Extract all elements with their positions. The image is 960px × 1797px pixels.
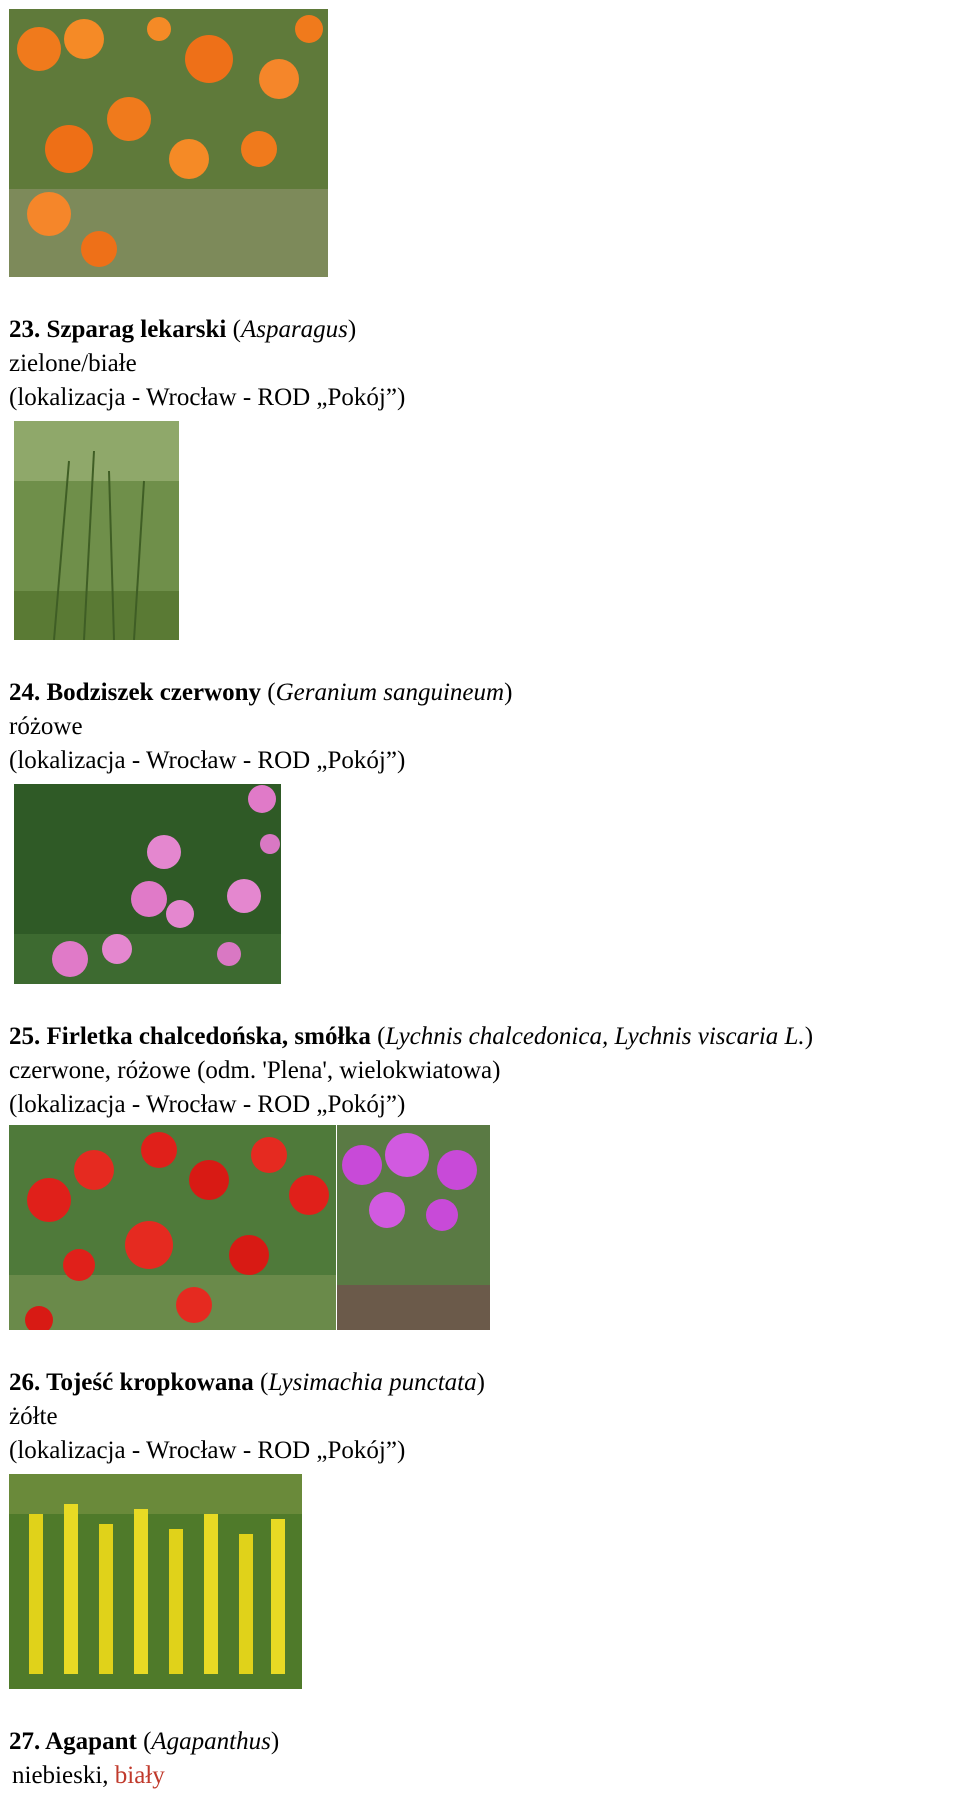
entry-23-location: (lokalizacja - Wrocław - ROD „Pokój”) [9, 384, 406, 411]
entry-26-colors: żółte [9, 1403, 58, 1430]
entry-number: 25. [9, 1023, 41, 1050]
entry-24-colors: różowe [9, 713, 83, 740]
entry-27-colors-highlight: biały [114, 1762, 165, 1789]
entry-24-title-bold [9, 679, 261, 706]
entry-latin-name: Lychnis chalcedonica, Lychnis viscaria L. [385, 1023, 805, 1050]
entry-25-title: 25. Firletka chalcedońska, smółka (Lychnis chalcedonica, Lychnis viscaria L.) [9, 1023, 814, 1050]
entry-number: 26. [9, 1369, 41, 1396]
photo-asparagus [14, 421, 179, 640]
photo-geranium [14, 784, 281, 984]
entry-name: Tojeść kropkowana [46, 1369, 254, 1396]
photo-lysimachia [9, 1474, 302, 1689]
entry-25-colors: czerwone, różowe (odm. 'Plena', wielokwiatowa) [9, 1057, 501, 1084]
entry-24-location: (lokalizacja - Wrocław - ROD „Pokój”) [9, 747, 406, 774]
entry-25-location: (lokalizacja - Wrocław - ROD „Pokój”) [9, 1091, 406, 1118]
photo-lychnis-pink [337, 1125, 490, 1330]
entry-27-title-bold [9, 1728, 137, 1755]
photo-lychnis-red [9, 1125, 336, 1330]
entry-23-colors: zielone/białe [9, 350, 137, 377]
entry-latin-name: Agapanthus [151, 1728, 271, 1755]
photo-orange-flowers [9, 9, 328, 277]
entry-number: 24. [9, 679, 41, 706]
entry-latin-name: Geranium sanguineum [275, 679, 505, 706]
entry-27-colors [12, 1759, 165, 1793]
entry-27-title: 27. Agapant (Agapanthus) [9, 1728, 280, 1755]
asparagus-image [14, 421, 179, 640]
entry-26-location: (lokalizacja - Wrocław - ROD „Pokój”) [9, 1437, 406, 1464]
entry-27-colors-main: niebieski, [12, 1762, 109, 1789]
entry-26-title: 26. Tojeść kropkowana (Lysimachia punctata) [9, 1369, 485, 1396]
geranium-image [14, 784, 281, 984]
entry-23-title-bold [9, 316, 226, 343]
entry-name: Bodziszek czerwony [46, 679, 262, 706]
entry-24-title: 24. Bodziszek czerwony (Geranium sanguineum) [9, 679, 513, 706]
entry-26-title-bold [9, 1369, 254, 1396]
entry-name: Firletka chalcedońska, smółka [46, 1023, 371, 1050]
lychnis-pink-image [337, 1125, 490, 1330]
entry-25-title-bold [9, 1023, 371, 1050]
entry-number: 27. [9, 1728, 41, 1755]
entry-latin-name: Asparagus [240, 316, 348, 343]
entry-latin-name: Lysimachia punctata [268, 1369, 477, 1396]
orange-flowers-image [9, 9, 328, 277]
entry-number: 23. [9, 316, 41, 343]
entry-name: Szparag lekarski [46, 316, 227, 343]
entry-23-title: 23. Szparag lekarski (Asparagus) [9, 316, 357, 343]
lychnis-red-image [9, 1125, 336, 1330]
lysimachia-image [9, 1474, 302, 1689]
entry-name: Agapant [45, 1728, 137, 1755]
